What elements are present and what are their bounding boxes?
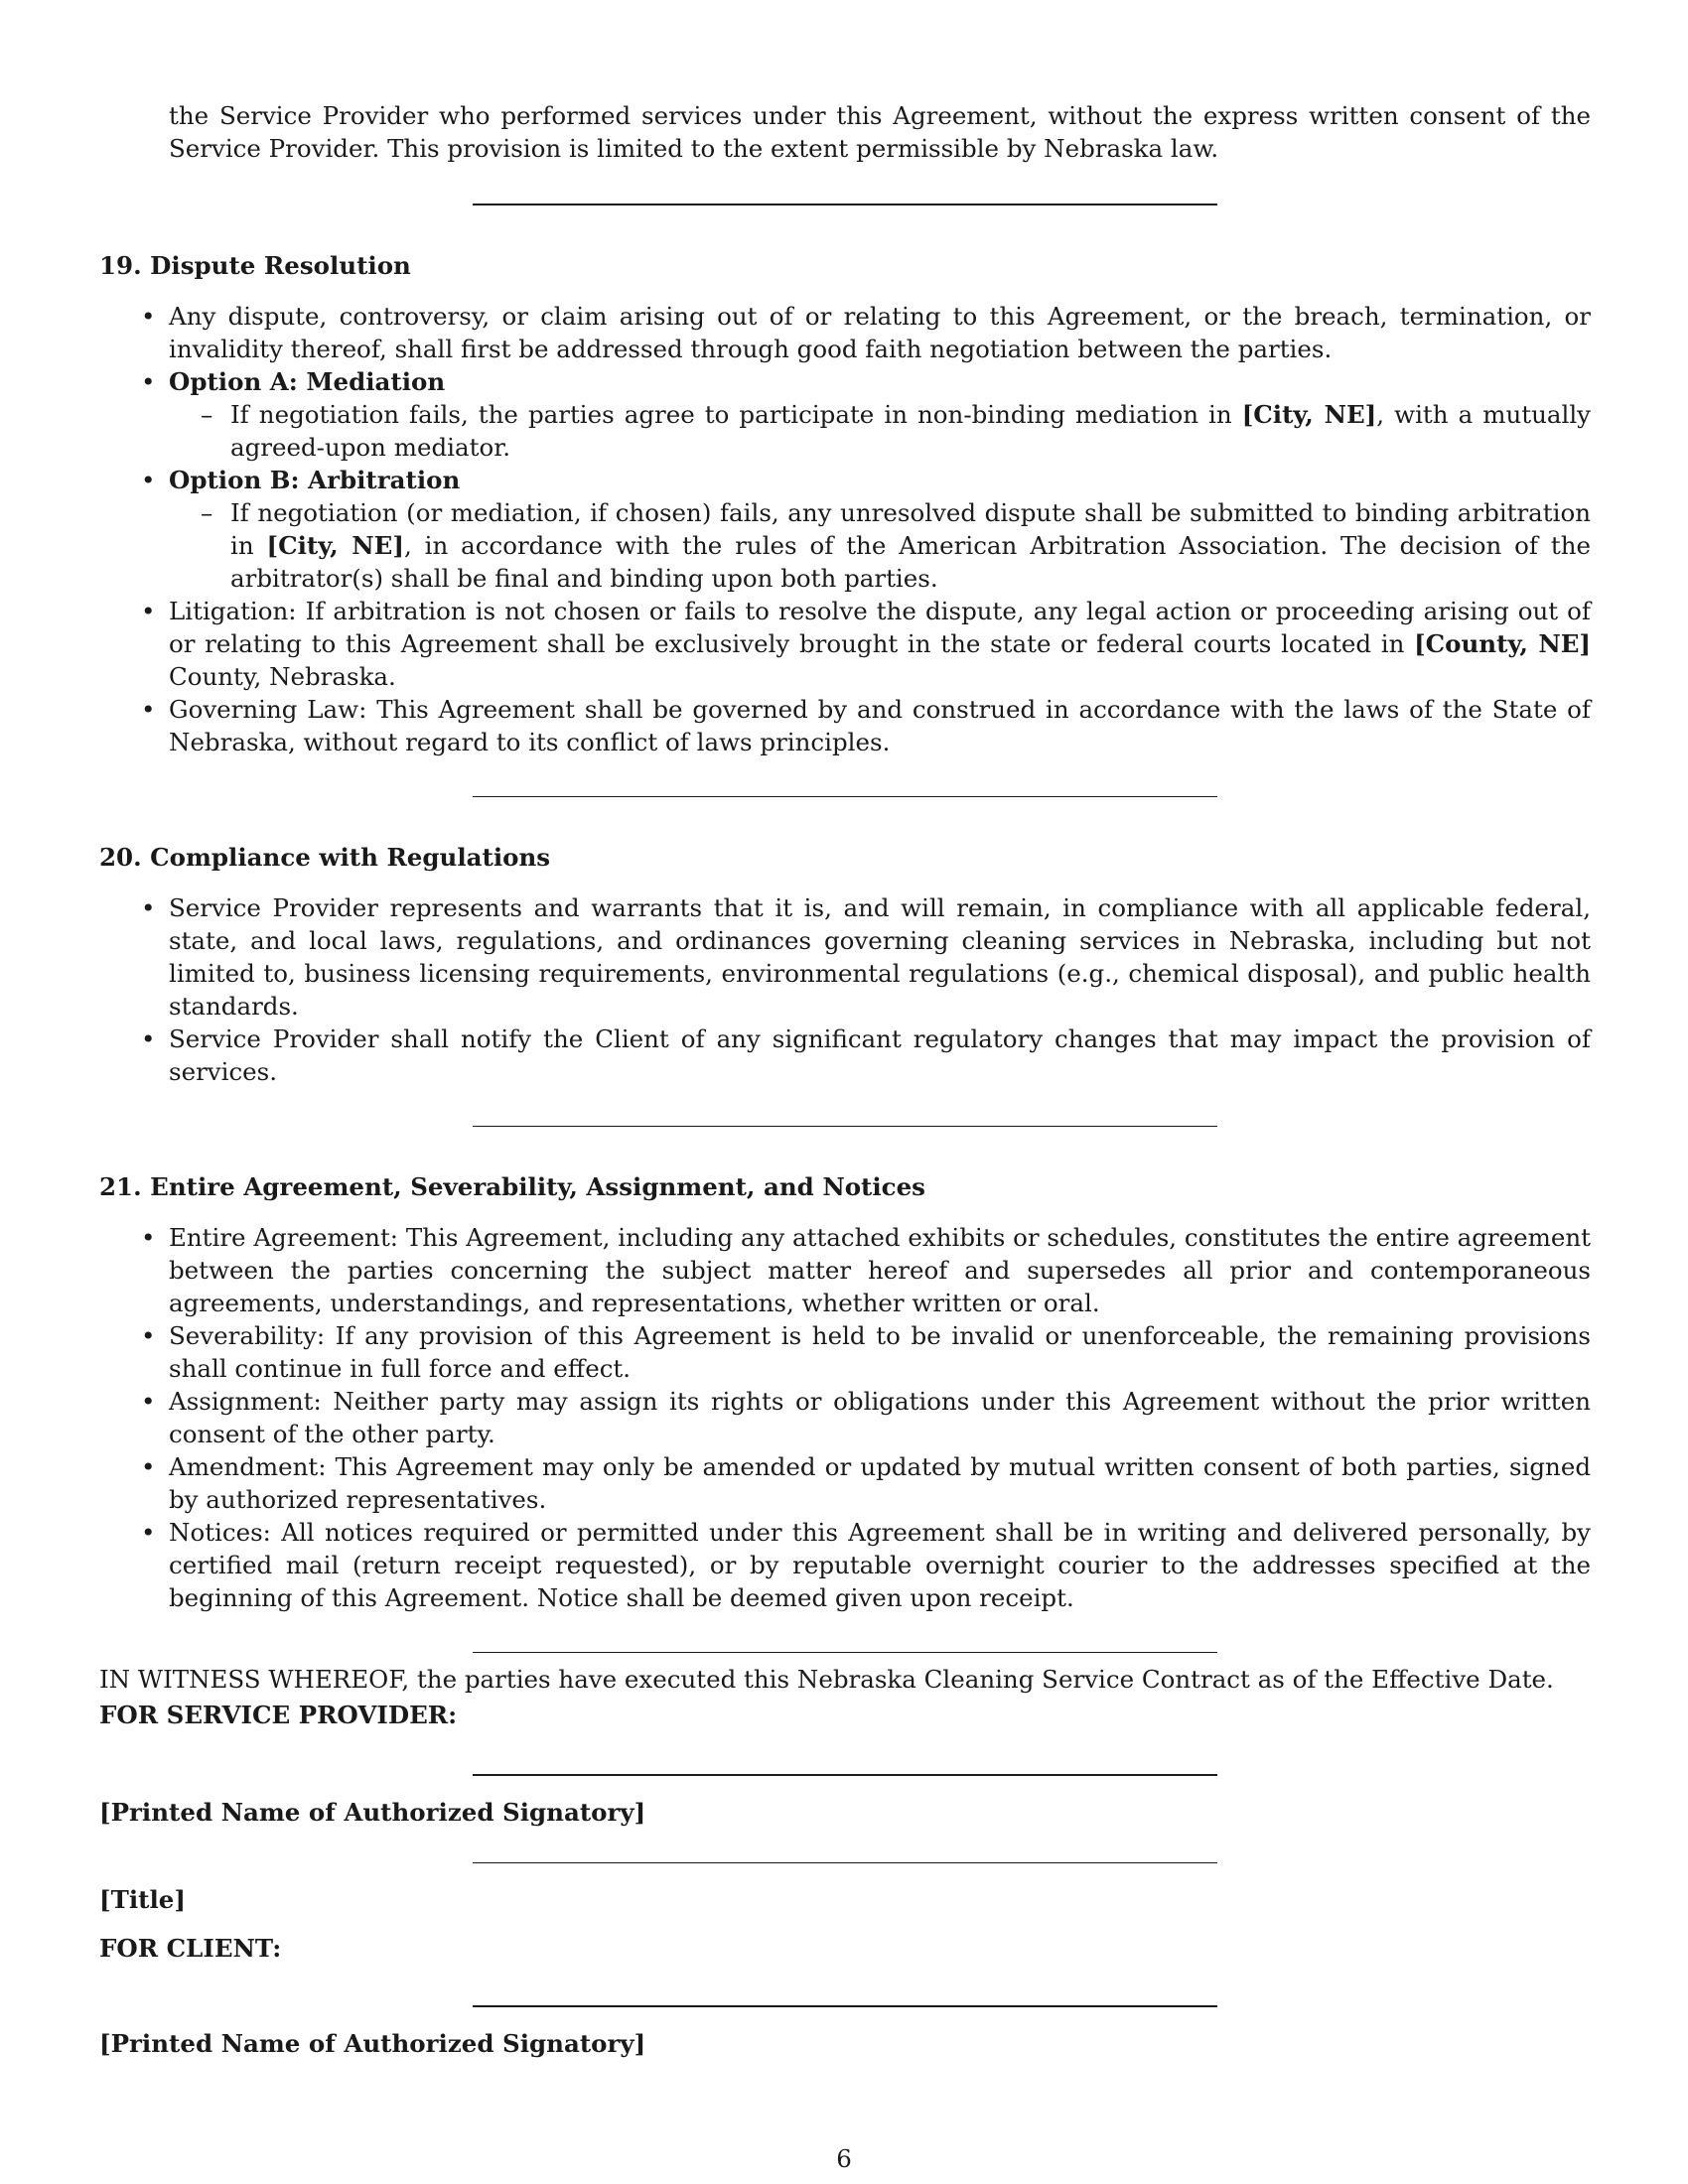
title-line (473, 1862, 1217, 1863)
litigation-county: [County, NE] (1414, 629, 1591, 658)
option-b-sublist (230, 496, 1591, 595)
signature-line (473, 2005, 1217, 2007)
list-item (230, 496, 1591, 595)
section-19-heading: 19. Dispute Resolution (99, 251, 411, 280)
list-item: • Governing Law: This Agreement shall be governed by and construed in accordance with the laws of the State of Nebraska, without regard to its conflict of laws principles. (169, 693, 1591, 758)
section-20-heading: 20. Compliance with Regulations (99, 843, 551, 872)
option-a-sublist (230, 398, 1591, 464)
section-divider (473, 796, 1217, 797)
list-item (169, 595, 1591, 693)
section-divider (473, 1126, 1217, 1127)
option-a-text-end: , with a mutually agreed-upon mediator. (230, 400, 1591, 462)
section-19-list (169, 300, 1591, 758)
litigation-text: Litigation: If arbitration is not chosen or fails to resolve the dispute, any legal action or proceeding arising out of or relating to this Agreement shall be exclusively brought in the state or federal courts located in (169, 597, 1591, 658)
option-a-city: [City, NE] (1241, 400, 1377, 429)
signature-line (473, 1774, 1217, 1776)
list-item: • Severability: If any provision of this Agreement is held to be invalid or unenforceable, the remaining provisions shall continue in full force and effect. (169, 1319, 1591, 1385)
option-a-label: Option A: Mediation (169, 367, 446, 396)
list-item (169, 464, 1591, 595)
list-item: • Notices: All notices required or permitted under this Agreement shall be in writing and delivered personally, by certified mail (return receipt requested), or by reputable overnight courier to the addresses specified at the beginning of this Agreement. Notice shall be deemed given upon receipt. (169, 1516, 1591, 1614)
service-provider-title: [Title] (99, 1885, 186, 1914)
service-provider-heading: FOR SERVICE PROVIDER: (99, 1701, 458, 1729)
document-page (99, 99, 1591, 2060)
client-heading: FOR CLIENT: (99, 1934, 282, 1963)
option-b-city: [City, NE] (266, 531, 404, 560)
list-item: • Amendment: This Agreement may only be amended or updated by mutual written consent of both parties, signed by authorized representatives. (169, 1450, 1591, 1516)
section-21-heading: 21. Entire Agreement, Severability, Assignment, and Notices (99, 1172, 925, 1201)
option-a-text: If negotiation fails, the parties agree to participate in non-binding mediation in (230, 400, 1242, 429)
litigation-text-end: County, Nebraska. (169, 662, 396, 691)
list-item: • Service Provider represents and warrants that it is, and will remain, in compliance with all applicable federal, state, and local laws, regulations, and ordinances governing cleaning services in Nebraska, including but not limited to, business licensing requirements, environmental regulations (e.g., chemical disposal), and public health standards. (169, 891, 1591, 1023)
section-divider (473, 204, 1217, 205)
option-b-text: If negotiation (or mediation, if chosen) fails, any unresolved dispute shall be submitted to binding arbitration in (230, 498, 1591, 560)
option-b-label: Option B: Arbitration (169, 466, 461, 494)
carryover-paragraph: the Service Provider who performed services under this Agreement, without the express written consent of the Service Provider. This provision is limited to the extent permissible by Nebraska law. (169, 101, 1591, 163)
list-item: • Service Provider shall notify the Client of any significant regulatory changes that may impact the provision of services. (169, 1023, 1591, 1088)
list-item: • Entire Agreement: This Agreement, including any attached exhibits or schedules, constitutes the entire agreement between the parties concerning the subject matter hereof and supersedes all prior and contemporaneous agreements, understandings, and representations, whether written or oral. (169, 1221, 1591, 1319)
list-item (169, 365, 1591, 464)
client-printed-name: [Printed Name of Authorized Signatory] (99, 2029, 646, 2058)
witness-statement: IN WITNESS WHEREOF, the parties have executed this Nebraska Cleaning Service Contract as of the Effective Date. (99, 1665, 1554, 1694)
section-20-list (169, 891, 1591, 1088)
page-number: 6 (836, 2144, 852, 2173)
service-provider-printed-name: [Printed Name of Authorized Signatory] (99, 1798, 646, 1827)
list-item: • Any dispute, controversy, or claim arising out of or relating to this Agreement, or the breach, termination, or invalidity thereof, shall first be addressed through good faith negotiation between the parties. (169, 300, 1591, 365)
section-21-list (169, 1221, 1591, 1614)
section-divider (473, 1652, 1217, 1653)
list-item (230, 398, 1591, 464)
option-b-text-end: , in accordance with the rules of the American Arbitration Association. The decision of the arbitrator(s) shall be final and binding upon both parties. (230, 531, 1591, 593)
list-item: • Assignment: Neither party may assign its rights or obligations under this Agreement without the prior written consent of the other party. (169, 1385, 1591, 1450)
